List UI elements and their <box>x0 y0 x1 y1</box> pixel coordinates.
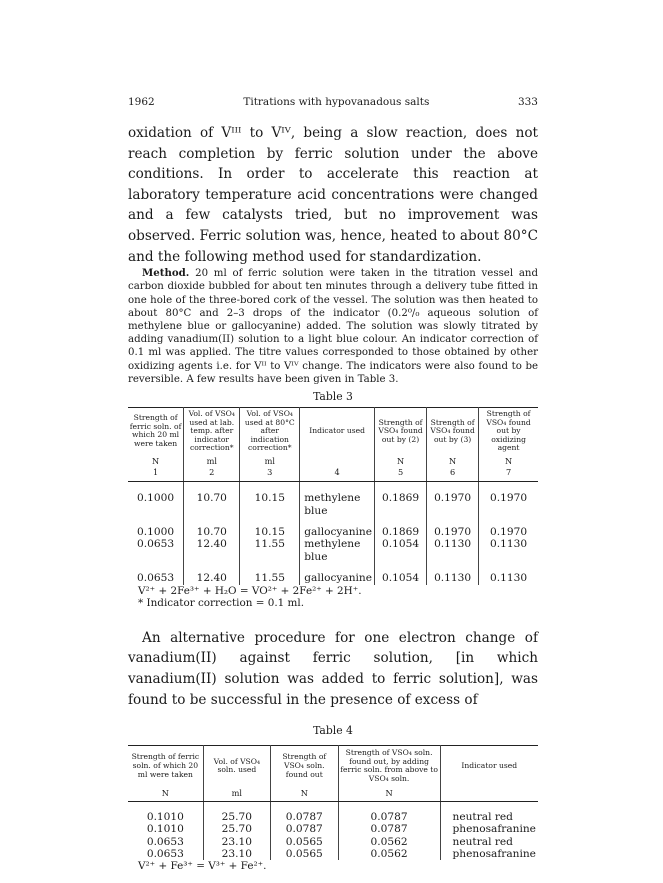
table3-indicator-cell: methylene blue <box>300 482 375 517</box>
table3-cell: 0.1054 <box>375 538 427 563</box>
table3-header: Strength of VSO₄ found out by oxidizing agent <box>479 407 538 454</box>
table3-unit: N <box>427 455 479 467</box>
table4-cell: 0.1010 <box>128 823 203 835</box>
table4-cell: 0.0562 <box>338 848 440 860</box>
table3-header: Vol. of VSO₄ used at lab. temp. after indicator correction* <box>184 407 240 454</box>
table-row <box>128 836 538 848</box>
table4-cell: 0.0562 <box>338 836 440 848</box>
table3-cell: 0.0653 <box>128 563 184 584</box>
table3-cell: 0.1130 <box>490 572 528 585</box>
table3-cell: 11.55 <box>240 538 300 563</box>
table3-cell: 0.1130 <box>490 538 528 551</box>
table3-cell: 12.40 <box>184 538 240 563</box>
table3-cell: 10.70 <box>184 482 240 517</box>
table3 <box>128 407 538 585</box>
table-row <box>128 823 538 835</box>
table3-cell: 10.15 <box>240 517 300 538</box>
table4-unit: N <box>270 787 338 802</box>
table3-indicator-cell: gallocyanine <box>300 563 375 584</box>
table4-equation: V²⁺ + Fe³⁺ = V³⁺ + Fe²⁺. <box>138 859 267 872</box>
method-label: Method. <box>142 267 190 280</box>
table4-header: Strength of ferric soln. of which 20 ml were taken <box>128 746 203 787</box>
table4-indicator-cell: phenosafranine <box>452 847 536 860</box>
table4-unit: N <box>128 787 203 802</box>
table3-column-number: 6 <box>427 467 479 482</box>
table3-cell: 0.1130 <box>427 563 479 584</box>
table3-header: Indicator used <box>300 407 375 454</box>
table3-cell: 0.1054 <box>375 563 427 584</box>
table3-cell: 0.0653 <box>128 538 184 563</box>
table3-cell: 0.1970 <box>427 482 479 517</box>
table4-header: Strength of VSO₄ soln. found out <box>270 746 338 787</box>
table3-indicator-cell: gallocyanine <box>300 517 375 538</box>
table3-header: Vol. of VSO₄ used at 80°C after indication correction* <box>240 407 300 454</box>
table-row <box>128 563 538 584</box>
method-text: 20 ml of ferric solution were taken in the titration vessel and carbon dioxide bubbled for about ten minutes through a delivery tube fitted in one hole of the three-bored cork of the vessel. The solution was then heated to about 80°C and 2–3 drops of the indicator (0.2⁰/₀ aqueous solution of methylene blue or gallocyanine) added. The solution was slowly titrated by adding vanadium(II) solution to a light blue colour. An indicator correction of 0.1 ml was applied. The titre values corresponded to those obtained by other oxidizing agents i.e. for Vᴵᴵ to Vᴵⱽ change. The indicators were also found to be reversible. A few results have been given in Table 3. <box>128 268 538 385</box>
table4-cell: 23.10 <box>203 836 270 848</box>
paragraph-alternative: An alternative procedure for one electron change of vanadium(II) against ferric solution, [in which vanadium(II) solution was added to ferric solution], was found to be successful in the presence of excess of <box>128 629 538 708</box>
table4-cell: 0.0653 <box>128 836 203 848</box>
table4-indicator-cell: phenosafranine <box>452 823 536 836</box>
table3-cell: 12.40 <box>184 563 240 584</box>
table4-cell: 0.0787 <box>338 802 440 824</box>
table-row <box>128 517 538 538</box>
table4 <box>128 745 538 860</box>
table3-cell: 10.15 <box>240 482 300 517</box>
table3-column-number: 2 <box>184 467 240 482</box>
table3-column-number: 7 <box>479 467 538 482</box>
table-row <box>128 848 538 860</box>
table3-unit: ml <box>240 455 300 467</box>
table3-unit <box>300 455 375 467</box>
table3-header: Strength of VSO₄ found out by (2) <box>375 407 427 454</box>
table4-caption: Table 4 <box>313 724 353 738</box>
method-paragraph <box>128 267 538 386</box>
page <box>128 96 538 873</box>
table3-column-number: 4 <box>300 467 375 482</box>
table4-cell: 0.0565 <box>270 836 338 848</box>
table4-indicator-cell: neutral red <box>452 811 513 824</box>
table3-cell: 0.1130 <box>427 538 479 563</box>
table4-cell: 25.70 <box>203 802 270 824</box>
table3-cell: 0.1869 <box>375 482 427 517</box>
table3-column-number: 1 <box>128 467 184 482</box>
table3-cell: 0.1970 <box>490 525 528 538</box>
table-row <box>128 482 538 517</box>
header-title: Titrations with hypovanadous salts <box>243 96 430 108</box>
table3-header: Strength of VSO₄ found out by (3) <box>427 407 479 454</box>
table3-equation: V²⁺ + 2Fe³⁺ + H₂O = VO²⁺ + 2Fe²⁺ + 2H⁺. <box>138 584 362 597</box>
table3-column-number: 5 <box>375 467 427 482</box>
table3-unit: N <box>504 455 513 466</box>
table3-cell: 10.70 <box>184 517 240 538</box>
table-row <box>128 802 538 824</box>
table4-cell: 0.1010 <box>128 802 203 824</box>
table3-cell: 0.1970 <box>490 492 528 505</box>
table3-indicator-cell: methylene blue <box>300 538 375 563</box>
header-page-number: 333 <box>517 96 538 108</box>
table-row <box>128 538 538 563</box>
table4-header: Strength of VSO₄ soln. found out, by adding ferric soln. from above to VSO₄ soln. <box>338 746 440 787</box>
table4-cell: 0.0787 <box>270 823 338 835</box>
table3-cell: 11.55 <box>240 563 300 584</box>
table3-cell: 0.1000 <box>128 517 184 538</box>
table4-cell: 25.70 <box>203 823 270 835</box>
table4-cell: 0.0653 <box>128 848 203 860</box>
table3-cell: 0.1000 <box>128 482 184 517</box>
paragraph-oxidation: oxidation of Vᴵᴵᴵ to Vᴵⱽ, being a slow reaction, does not reach completion by ferric solution under the above conditions. In order to accelerate this reaction at laboratory temperature acid concentrations were changed and a few catalysts tried, but no improvement was observed. Ferric solution was, hence, heated to about 80°C and the following method used for standardization. <box>128 125 538 265</box>
table3-unit: N <box>128 455 184 467</box>
header-year: 1962 <box>128 96 155 108</box>
table4-cell: 0.0787 <box>270 802 338 824</box>
table3-unit: N <box>375 455 427 467</box>
table3-caption: Table 3 <box>313 389 353 403</box>
table4-indicator-cell: neutral red <box>452 835 513 848</box>
running-header <box>128 96 538 108</box>
table4-unit: ml <box>203 787 270 802</box>
table4-cell: 0.0787 <box>338 823 440 835</box>
table4-cell: 23.10 <box>203 848 270 860</box>
table3-notes <box>138 585 538 610</box>
table4-header: Indicator used <box>440 746 538 787</box>
table4-header: Vol. of VSO₄ soln. used <box>203 746 270 787</box>
table3-header: Strength of ferric soln. of which 20 ml were taken <box>128 407 184 454</box>
table3-cell: 0.1970 <box>427 517 479 538</box>
table3-unit: ml <box>184 455 240 467</box>
table3-cell: 0.1869 <box>375 517 427 538</box>
table4-unit <box>440 787 538 802</box>
table4-unit: N <box>338 787 440 802</box>
table3-footnote: * Indicator correction = 0.1 ml. <box>138 597 305 610</box>
table3-column-number: 3 <box>240 467 300 482</box>
table4-cell: 0.0565 <box>270 848 338 860</box>
